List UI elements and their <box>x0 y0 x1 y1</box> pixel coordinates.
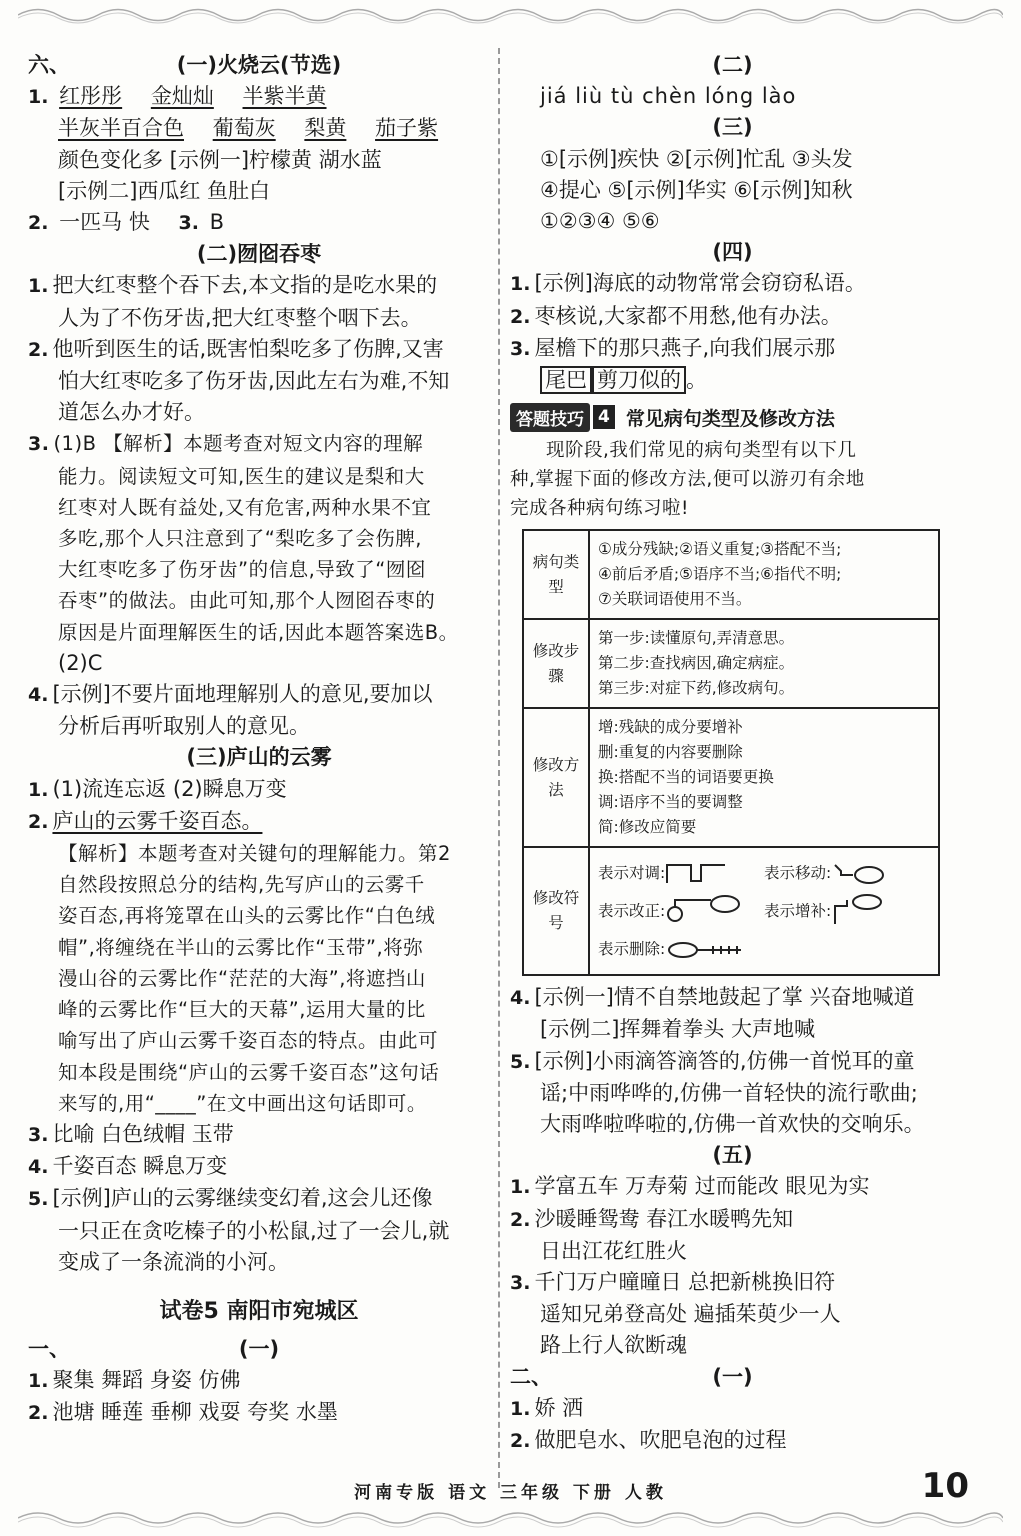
cell-line: 简:修改应简要 <box>598 818 697 837</box>
answer-item <box>28 1397 490 1429</box>
explanation-line: 来写的,用“____”在文中画出这句话即可。 <box>58 1091 427 1115</box>
answer-text: 沙暖睡鸳鸯 春江水暖鸭先知 <box>534 1206 794 1231</box>
answer-text: B <box>209 210 225 235</box>
row-header: 修改方法 <box>523 708 589 847</box>
answer-item <box>28 1183 490 1215</box>
tip-header <box>510 400 955 434</box>
answer-item <box>28 207 490 239</box>
column-divider <box>498 48 500 1488</box>
answer-item <box>510 1046 955 1078</box>
tip-badge: 答题技巧 <box>510 403 590 432</box>
answer-item <box>28 1151 490 1183</box>
punctuation: 。 <box>686 368 707 393</box>
answer-word: 梨黄 <box>304 116 347 141</box>
section-label: 二、 <box>510 1364 552 1389</box>
section-title: (一)火烧云(节选) <box>176 53 342 77</box>
boxed-answer: 尾巴 <box>540 366 592 394</box>
explanation-line: 峰的云雾比作“巨大的天幕”,运用大量的比 <box>58 998 426 1022</box>
answer-text: 聚集 舞蹈 身姿 仿佛 <box>52 1368 241 1393</box>
section-heading <box>28 1334 490 1365</box>
item-number: 3. <box>510 337 531 360</box>
answer-text: 做肥皂水、吹肥皂泡的过程 <box>534 1428 787 1453</box>
cell-line: ⑦关联词语使用不当。 <box>598 590 752 609</box>
move-mark-icon <box>831 861 901 885</box>
answer-item <box>510 1171 955 1203</box>
explanation-line: 漫山谷的云雾比作“茫茫的大海”,将遮挡山 <box>58 966 426 990</box>
answer-text: [示例]海底的动物常常会窃窃私语。 <box>534 271 866 296</box>
answer-item <box>510 1425 955 1457</box>
right-column <box>510 50 955 1457</box>
answer-line: 人为了不伤牙齿,把大红枣整个咽下去。 <box>58 305 422 330</box>
row-content <box>589 708 939 847</box>
symbol-item <box>598 892 764 930</box>
item-number: 5. <box>510 1050 531 1073</box>
row-header: 修改符号 <box>523 847 589 975</box>
item-number: 4. <box>510 987 531 1010</box>
answer-line: 大雨哗啦哗啦的,仿佛一首欢快的交响乐。 <box>540 1112 925 1137</box>
answer-line: 谣;中雨哗哗的,仿佛一首轻快的流行歌曲; <box>540 1080 918 1105</box>
symbol-label: 表示对调: <box>598 863 666 882</box>
row-header: 病句类型 <box>523 530 589 619</box>
explanation-line: 能力。阅读短文可知,医生的建议是梨和大 <box>58 464 425 488</box>
answer-line: 怕大红枣吃多了伤牙齿,因此左右为难,不知 <box>58 369 450 394</box>
table-row <box>523 847 939 975</box>
item-number: 5. <box>28 1188 49 1211</box>
section-title: (二)囫囵吞枣 <box>196 242 322 267</box>
symbol-label: 表示删除: <box>598 939 666 958</box>
answer-line: (2)C <box>58 650 103 675</box>
answer-line <box>510 365 955 396</box>
answer-item <box>28 806 490 838</box>
item-number: 4. <box>28 684 49 707</box>
answer-item <box>28 270 490 302</box>
item-number: 1. <box>28 778 49 801</box>
answer-item <box>510 1204 955 1236</box>
answer-text: [示例]不要片面地理解别人的意见,要加以 <box>52 682 433 707</box>
tip-line: 完成各种病句练习啦! <box>510 498 689 520</box>
answer-item <box>28 1365 490 1397</box>
cell-line: ①成分残缺;②语义重复;③搭配不当; <box>598 540 842 559</box>
answer-word: 金灿灿 <box>150 84 214 109</box>
answer-line: ①②③④ ⑤⑥ <box>540 209 660 234</box>
item-number: 2. <box>510 1430 531 1453</box>
explanation-line: 大红枣吃多了伤牙齿”的信息,导致了“囫囵 <box>58 558 426 582</box>
section-title: (五) <box>712 1143 753 1168</box>
item-number: 2. <box>28 212 49 235</box>
symbol-item <box>764 854 930 892</box>
answer-line: 变成了一条流淌的小河。 <box>58 1249 289 1274</box>
answer-line: 日出江花红胜火 <box>540 1238 687 1263</box>
symbol-label: 表示改正: <box>598 901 666 920</box>
item-number: 1. <box>28 86 49 109</box>
answer-line: ④提心 ⑤[示例]华实 ⑥[示例]知秋 <box>540 177 853 202</box>
item-number: 1. <box>510 273 531 296</box>
decorative-border-top <box>18 4 1003 26</box>
swap-mark-icon <box>665 861 729 885</box>
symbol-label: 表示增补: <box>764 901 832 920</box>
item-number: 2. <box>510 1208 531 1231</box>
explanation-line: 知本段是围绕“庐山的云雾千姿百态”这句话 <box>58 1060 440 1084</box>
answer-text: 一匹马 快 <box>59 210 150 235</box>
item-number: 2. <box>28 1402 49 1425</box>
answer-word: 茄子紫 <box>375 116 439 141</box>
row-header: 修改步骤 <box>523 619 589 708</box>
section-label: 一、 <box>28 1336 70 1361</box>
item-number: 1. <box>510 1176 531 1199</box>
item-number: 1. <box>28 1370 49 1393</box>
cell-line: 调:语序不当的要调整 <box>598 793 743 812</box>
cell-line: 增:残缺的成分要增补 <box>598 718 743 737</box>
answer-text: 把大红枣整个吞下去,本文指的是吃水果的 <box>52 273 438 298</box>
explanation-line: 帽”,将缠绕在半山的云雾比作“玉带”,将弥 <box>58 935 424 959</box>
symbol-label: 表示移动: <box>764 863 832 882</box>
answer-text: 他听到医生的话,既害怕梨吃多了伤脾,又害 <box>52 336 444 361</box>
item-number: 2. <box>510 305 531 328</box>
answer-text: 庐山的云雾千姿百态。 <box>52 808 263 833</box>
explanation-line: 自然段按照总分的结构,先写庐山的云雾千 <box>58 873 425 897</box>
explanation-line: 【解析】本题考查对关键句的理解能力。第2 <box>58 842 451 866</box>
section-title: (四) <box>712 240 753 265</box>
item-number: 3. <box>178 212 199 235</box>
answer-item <box>510 1393 955 1425</box>
row-content <box>589 530 939 619</box>
answer-text: 学富五车 万寿菊 过而能改 眼见为实 <box>534 1174 870 1199</box>
answer-item <box>510 333 955 365</box>
explanation-line: 多吃,那个人只注意到了“梨吃多了会伤脾, <box>58 527 422 551</box>
item-number: 3. <box>510 1272 531 1295</box>
answer-text: [示例]小雨滴答滴答的,仿佛一首悦耳的童 <box>534 1048 915 1073</box>
boxed-answer: 剪刀似的 <box>592 366 686 394</box>
answer-item <box>28 81 490 113</box>
answer-word: 葡萄灰 <box>212 116 276 141</box>
answer-text: 屋檐下的那只燕子,向我们展示那 <box>534 335 836 360</box>
answer-word: 红彤彤 <box>59 84 123 109</box>
answer-text: (1)B 【解析】本题考查对短文内容的理解 <box>53 432 424 456</box>
answer-text: 千门万户曈曈日 总把新桃换旧符 <box>534 1270 836 1295</box>
answer-line <box>28 113 490 144</box>
answer-text: 枣核说,大家都不用愁,他有办法。 <box>534 303 842 328</box>
cell-line: 删:重复的内容要删除 <box>598 743 743 762</box>
item-number: 2. <box>28 338 49 361</box>
answer-line: 一只正在贪吃榛子的小松鼠,过了一会儿,就 <box>58 1218 450 1243</box>
tip-intro <box>510 436 955 523</box>
section-title: (三)庐山的云雾 <box>186 745 332 770</box>
item-number: 2. <box>28 810 49 833</box>
explanation-line: 吞枣”的做法。由此可知,那个人囫囵吞枣的 <box>58 589 436 613</box>
cell-line: ④前后矛盾;⑤语序不当;⑥指代不明; <box>598 565 842 584</box>
answer-text: [示例一]情不自禁地鼓起了掌 兴奋地喊道 <box>534 985 915 1010</box>
answer-text: 池塘 睡莲 垂柳 戏耍 夸奖 水墨 <box>52 1400 338 1425</box>
answer-item <box>510 301 955 333</box>
answer-text: 娇 洒 <box>534 1395 584 1420</box>
left-column <box>28 50 490 1430</box>
symbol-list <box>598 854 930 968</box>
section-label: 六、 <box>28 53 70 77</box>
answer-line: [示例二]挥舞着拳头 大声地喊 <box>540 1017 816 1042</box>
answer-item <box>510 268 955 300</box>
table-row <box>523 708 939 847</box>
page-number: 10 <box>921 1466 969 1506</box>
cell-line: 第三步:对症下药,修改病句。 <box>598 679 795 698</box>
section-heading <box>510 1362 955 1393</box>
explanation-line: 原因是片面理解医生的话,因此本题答案选B。 <box>58 620 459 644</box>
answer-word: 半紫半黄 <box>242 84 327 109</box>
tip-line: 现阶段,我们常见的病句类型有以下几 <box>546 440 857 462</box>
correct-mark-icon <box>665 894 745 928</box>
answer-text: 比喻 白色绒帽 玉带 <box>52 1121 234 1146</box>
answer-text: [示例]庐山的云雾继续变幻着,这会儿还像 <box>52 1186 433 1211</box>
page-footer: 河南专版 语文 三年级 下册 人教 <box>354 1483 667 1503</box>
pinyin-answer: jiá liù tù chèn lóng lào <box>540 84 797 109</box>
section-title: (一) <box>712 1364 753 1389</box>
answer-line: 颜色变化多 [示例一]柠檬黄 湖水蓝 <box>58 147 382 172</box>
table-row <box>523 530 939 619</box>
tip-line: 种,掌握下面的修改方法,便可以游刃有余地 <box>510 469 865 491</box>
item-number: 1. <box>510 1397 531 1420</box>
answer-item <box>510 982 955 1014</box>
tip-title: 常见病句类型及修改方法 <box>625 407 835 430</box>
answer-line: ①[示例]疾快 ②[示例]忙乱 ③头发 <box>540 146 853 171</box>
answer-text: (1)流连忘返 (2)瞬息万变 <box>52 776 287 801</box>
answer-line: 路上行人欲断魂 <box>540 1333 687 1358</box>
row-content <box>589 619 939 708</box>
paper-title: 试卷5 南阳市宛城区 <box>159 1298 359 1324</box>
item-number: 3. <box>28 1123 49 1146</box>
answer-line: 遥知兄弟登高处 遍插茱萸少一人 <box>540 1302 841 1327</box>
answer-item <box>28 774 490 806</box>
explanation-line: 喻写出了庐山云雾千姿百态的特点。由此可 <box>58 1029 439 1053</box>
cell-line: 第二步:查找病因,确定病症。 <box>598 654 795 673</box>
tips-table <box>522 529 940 976</box>
section-title: (二) <box>712 53 753 77</box>
symbol-item <box>598 854 764 892</box>
delete-mark-icon <box>665 934 745 964</box>
explanation-line: 红枣对人既有益处,又有危害,两种水果不宜 <box>58 495 432 519</box>
answer-text: 千姿百态 瞬息万变 <box>52 1154 228 1179</box>
cell-line: 换:搭配不当的词语要更换 <box>598 768 774 787</box>
answer-line: [示例二]西瓜红 鱼肚白 <box>58 178 271 203</box>
answer-item <box>28 1119 490 1151</box>
answer-line: 分析后再听取别人的意见。 <box>58 714 310 739</box>
item-number: 3. <box>28 433 50 456</box>
item-number: 4. <box>28 1156 49 1179</box>
symbol-item <box>598 930 764 968</box>
tip-number: 4 <box>592 404 616 430</box>
insert-mark-icon <box>831 894 901 928</box>
row-content <box>589 847 939 975</box>
answer-item <box>510 1267 955 1299</box>
answer-line: 道怎么办才好。 <box>58 400 205 425</box>
decorative-border-bottom <box>18 1510 1003 1532</box>
answer-item <box>28 679 490 711</box>
item-number: 1. <box>28 275 49 298</box>
table-row <box>523 619 939 708</box>
symbol-item <box>764 892 930 930</box>
explanation-line: 姿百态,再将笼罩在山头的云雾比作“白色绒 <box>58 904 436 928</box>
answer-item <box>28 334 490 366</box>
answer-word: 半灰半百合色 <box>58 116 184 141</box>
cell-line: 第一步:读懂原句,弄清意思。 <box>598 629 795 648</box>
section-title: (一) <box>238 1336 280 1361</box>
section-title: (三) <box>712 115 753 140</box>
answer-item <box>28 428 490 460</box>
section-heading <box>28 50 490 81</box>
